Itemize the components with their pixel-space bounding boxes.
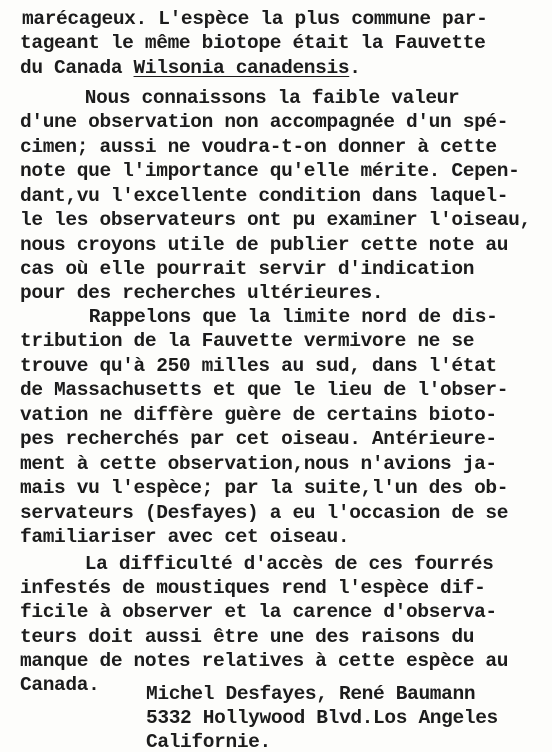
line-text: pour des recherches ultérieures. xyxy=(20,282,384,304)
text-line-7 xyxy=(20,159,519,183)
line-text: teurs doit aussi être une des raisons du xyxy=(20,626,475,648)
line-text: ficile à observer et la carence d'observa- xyxy=(20,601,497,623)
line-text: . xyxy=(349,57,361,79)
line-text: nous croyons utile de publier cette note au xyxy=(20,234,509,256)
line-text: manque de notes relatives à cette espèce au xyxy=(20,650,509,672)
species-name: Wilsonia canadensis xyxy=(133,57,350,79)
line-text: cimen; aussi ne voudra-t-on donner à cette xyxy=(20,136,497,158)
line-text: infestés de moustiques rend l'espèce dif- xyxy=(20,577,486,599)
text-line-5 xyxy=(20,110,508,134)
text-line-9 xyxy=(20,208,531,232)
text-line-4 xyxy=(28,86,459,110)
text-line-26 xyxy=(20,625,474,649)
text-line-8 xyxy=(20,184,508,208)
line-text: le les observateurs ont pu examiner l'oiseau, xyxy=(20,209,531,231)
line-text: vation ne diffère guère de certains bioto- xyxy=(20,404,497,426)
line-text: dant,vu l'excellente condition dans laquel- xyxy=(20,185,509,207)
text-line-18 xyxy=(20,427,497,451)
line-text: d'une observation non accompagnée d'un spé- xyxy=(20,111,509,133)
line-text: cas où elle pourrait servir d'indication xyxy=(20,258,475,280)
line-text: mais vu l'espèce; par la suite,l'un des ob- xyxy=(20,477,509,499)
line-text: tribution de la Fauvette vermivore ne se xyxy=(20,330,475,352)
line-text: pes recherchés par cet oiseau. Antérieure- xyxy=(20,428,497,450)
line-text: Michel Desfayes, René Baumann xyxy=(146,683,476,705)
text-line-25 xyxy=(20,600,497,624)
line-text: du Canada xyxy=(20,57,134,79)
line-text: La difficulté d'accès de ces fourrés xyxy=(28,553,494,575)
line-text: servateurs (Desfayes) a eu l'occasion de se xyxy=(20,502,509,524)
text-line-21 xyxy=(20,501,508,525)
text-line-14 xyxy=(20,329,474,353)
text-line-1 xyxy=(22,7,487,31)
text-line-20 xyxy=(20,476,508,500)
text-line-22 xyxy=(20,525,349,549)
line-text: Canada. xyxy=(20,674,100,696)
signature-address xyxy=(146,706,498,730)
text-line-23 xyxy=(28,552,493,576)
text-line-3 xyxy=(20,56,361,80)
text-line-12 xyxy=(20,281,383,305)
line-text: Californie. xyxy=(146,731,271,753)
text-line-13 xyxy=(32,305,497,329)
text-line-16 xyxy=(20,378,508,402)
line-text: familiariser avec cet oiseau. xyxy=(20,526,350,548)
line-text: note que l'importance qu'elle mérite. Cepen- xyxy=(20,160,520,182)
signature-state xyxy=(146,730,271,754)
line-text: Nous connaissons la faible valeur xyxy=(28,87,460,109)
text-line-15 xyxy=(20,354,497,378)
text-line-2 xyxy=(20,31,485,55)
line-text: tageant le même biotope était la Fauvette xyxy=(20,32,486,54)
signature-names xyxy=(146,682,475,706)
text-line-28 xyxy=(20,673,99,697)
line-text: de Massachusetts et que le lieu de l'obser- xyxy=(20,379,509,401)
text-line-6 xyxy=(20,135,497,159)
text-line-10 xyxy=(20,233,508,257)
text-line-27 xyxy=(20,649,508,673)
text-line-11 xyxy=(20,257,474,281)
line-text: 5332 Hollywood Blvd.Los Angeles xyxy=(146,707,498,729)
line-text: marécageux. L'espèce la plus commune par- xyxy=(22,8,488,30)
line-text: ment à cette observation,nous n'avions ja- xyxy=(20,453,497,475)
line-text: Rappelons que la limite nord de dis- xyxy=(32,306,498,328)
text-line-19 xyxy=(20,452,497,476)
line-text: trouve qu'à 250 milles au sud, dans l'état xyxy=(20,355,497,377)
text-line-17 xyxy=(20,403,497,427)
text-line-24 xyxy=(20,576,485,600)
